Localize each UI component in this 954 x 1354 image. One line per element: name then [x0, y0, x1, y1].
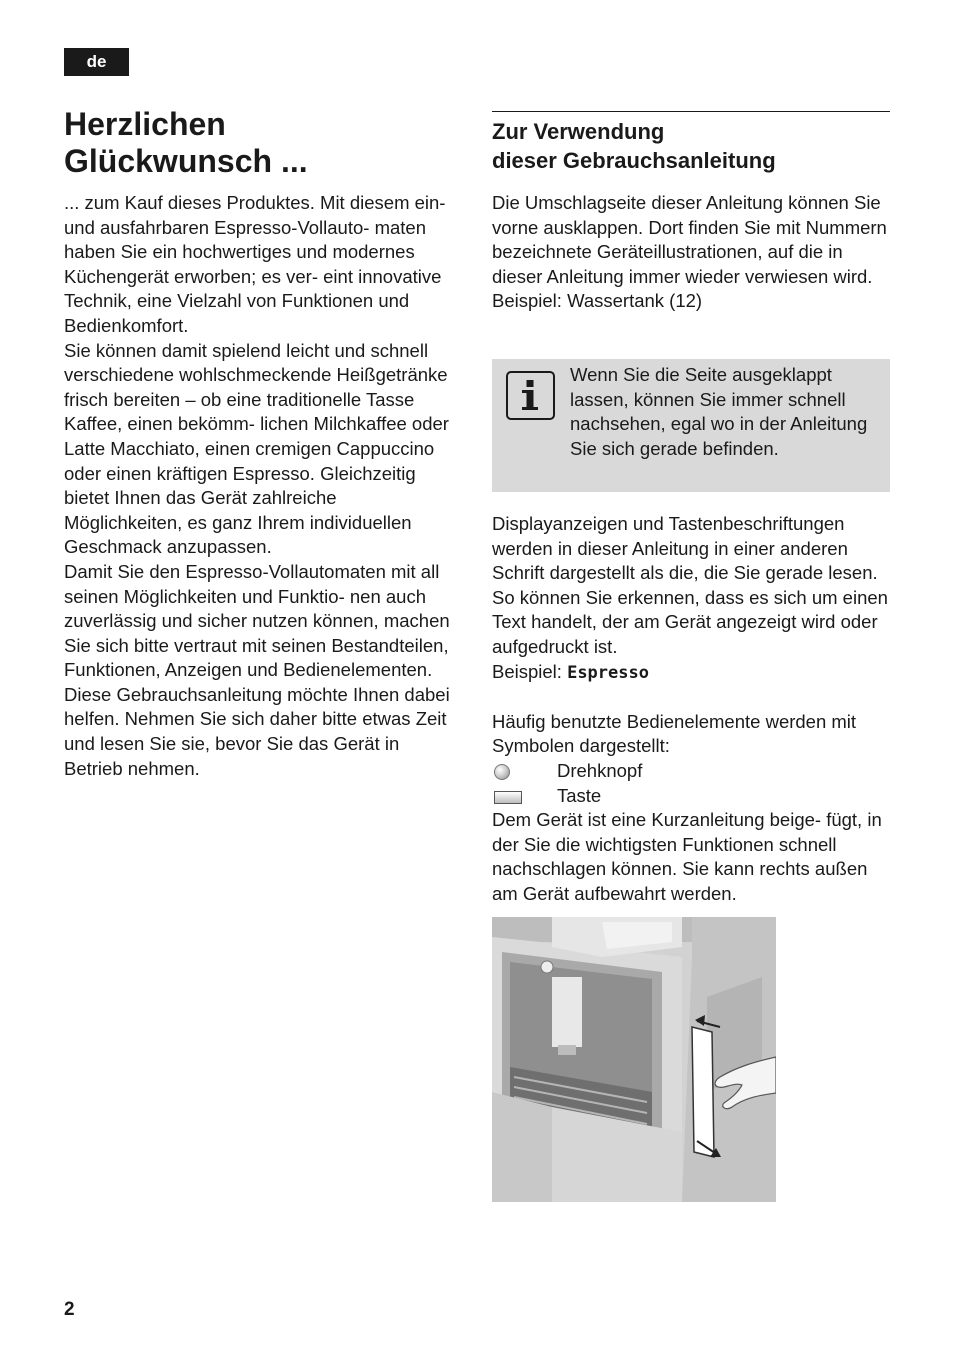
- symbol-knob-label: Drehknopf: [557, 759, 643, 781]
- display-example-label: Beispiel:: [492, 660, 568, 682]
- intro-column: [64, 191, 458, 781]
- display-section: [492, 512, 892, 907]
- info-note-text: Wenn Sie die Seite ausgeklappt lassen, können Sie immer schnell nachsehen, egal wo in der Anleitung Sie sich gerade befinden.: [570, 364, 868, 459]
- section-title: [492, 117, 890, 175]
- info-icon: [506, 371, 555, 420]
- title-line-2: Glückwunsch ...: [64, 143, 308, 179]
- symbol-key-label: Taste: [557, 784, 602, 806]
- title-line-1: Herzlichen: [64, 106, 226, 142]
- page-number: 2: [64, 1299, 75, 1320]
- display-example-value: Espresso: [567, 662, 649, 683]
- usage-intro: Die Umschlagseite dieser Anleitung können Sie vorne ausklappen. Dort finden Sie mit Nummern bezeichnete Geräteillustrationen, auf die in dieser Anleitung immer wieder verwiesen wird.: [492, 192, 887, 287]
- display-example: [492, 660, 892, 686]
- symbol-row-key: [492, 784, 892, 809]
- symbols-intro: Häufig benutzte Bedienelemente werden mit Symbolen dargestellt:: [492, 710, 857, 757]
- usage-column: [492, 191, 892, 314]
- section-divider: [492, 111, 890, 112]
- section-title-line-2: dieser Gebrauchsanleitung: [492, 148, 776, 173]
- language-badge: de: [64, 48, 129, 76]
- display-text: Displayanzeigen und Tastenbeschriftungen werden in dieser Anleitung in einer anderen Schrift dargestellt als die, die Sie gerade lesen. So können Sie erkennen, dass es sich um einen Text handelt, der am Gerät angezeigt wird oder aufgedruckt ist.: [492, 513, 888, 657]
- key-button-icon: [494, 791, 522, 804]
- section-title-line-1: Zur Verwendung: [492, 119, 665, 144]
- rotary-knob-icon: [494, 764, 510, 780]
- symbol-row-knob: [492, 759, 892, 784]
- machine-illustration: [492, 917, 776, 1202]
- intro-paragraph-1: ... zum Kauf dieses Produktes. Mit diesem ein- und ausfahrbaren Espresso-Vollauto- maten haben Sie ein hochwertiges und modernes Küchengerät erworben; es ver- eint innovative Technik, eine Vielzahl von Funktionen und Bedienkomfort.: [64, 192, 446, 336]
- page-title: [64, 106, 454, 180]
- usage-intro-example: Beispiel: Wassertank (12): [492, 290, 703, 312]
- short-guide-text: Dem Gerät ist eine Kurzanleitung beige- fügt, in der Sie die wichtigsten Funktionen schnell nachschlagen können. Sie kann rechts außen am Gerät aufbewahrt werden.: [492, 809, 882, 904]
- intro-paragraph-3: Damit Sie den Espresso-Vollautomaten mit all seinen Möglichkeiten und Funktio- nen auch zuverlässig und sicher nutzen können, machen Sie sich bitte vertraut mit seinen Bestandteilen, Funktionen, Anzeigen und Bedienelementen. Diese Gebrauchsanleitung möchte Ihnen dabei helfen. Nehmen Sie sich daher bitte etwas Zeit und lesen Sie sie, bevor Sie das Gerät in Betrieb nehmen.: [64, 560, 450, 779]
- info-note: [492, 359, 890, 492]
- intro-paragraph-2: Sie können damit spielend leicht und schnell verschiedene wohlschmeckende Heißgetränke frisch bereiten – ob eine traditionelle Tasse Kaffee, einen bekömm- lichen Milchkaffee oder Latte Macchiato, einen cremigen Cappuccino oder einen kräftigen Espresso. Gleichzeitig bietet Ihnen das Gerät zahlreiche Möglichkeiten, es ganz Ihrem individuellen Geschmack anzupassen.: [64, 339, 449, 558]
